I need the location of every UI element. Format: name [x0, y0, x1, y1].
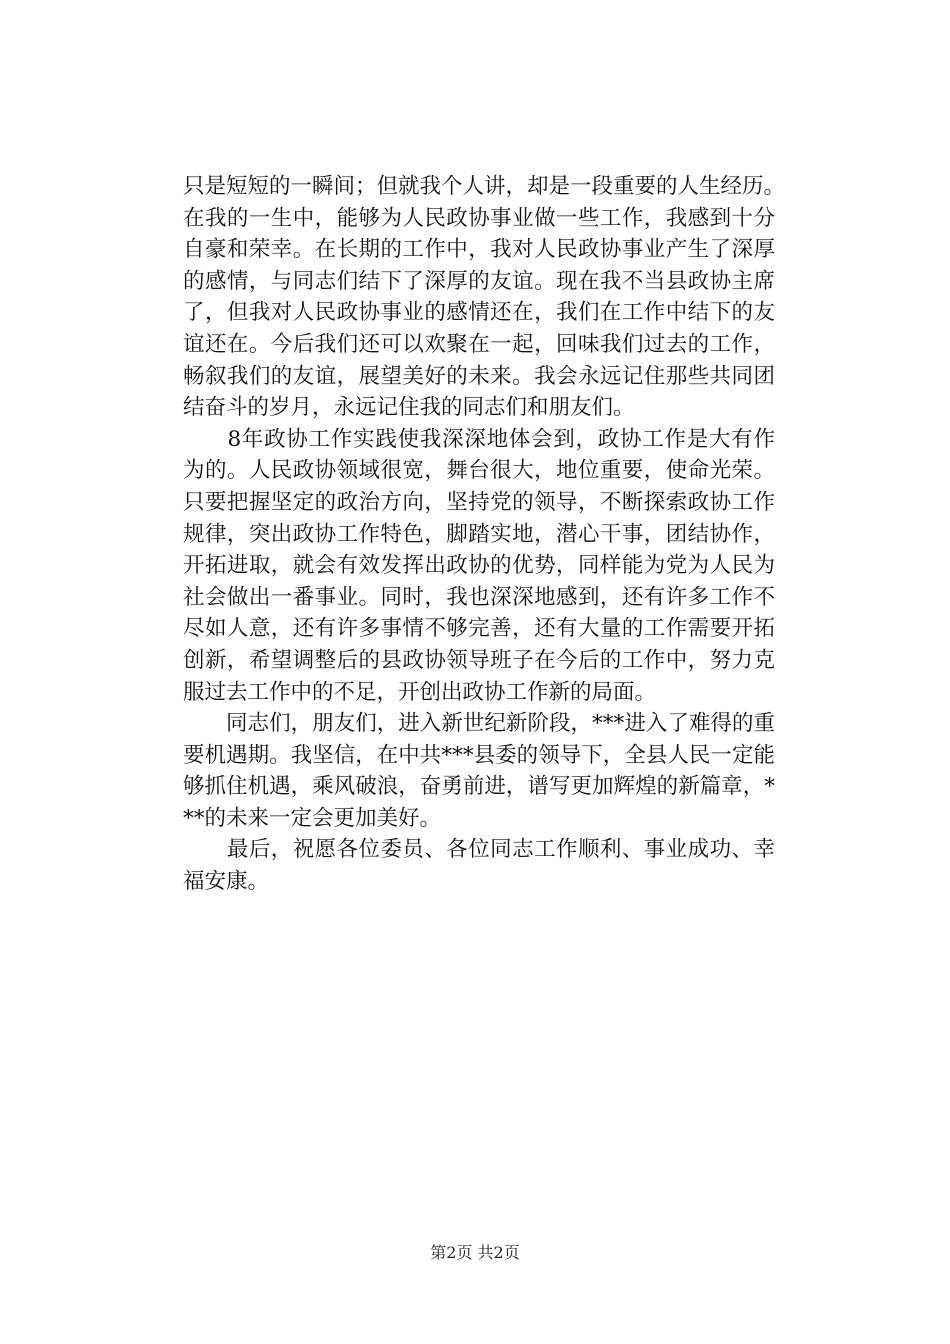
text-line: 8年政协工作实践使我深深地体会到，政协工作是大有作 — [183, 426, 775, 452]
text-line: 够抓住机遇，乘风破浪，奋勇前进，谱写更加辉煌的新篇章，* — [183, 774, 775, 800]
text-line: 的感情，与同志们结下了深厚的友谊。现在我不当县政协主席 — [183, 268, 775, 294]
text-line: 了，但我对人民政协事业的感情还在，我们在工作中结下的友 — [183, 300, 775, 326]
paragraph-4 — [183, 834, 775, 897]
text-line: 尽如人意，还有许多事情不够完善，还有大量的工作需要开拓 — [183, 616, 775, 642]
text-line: 福安康。 — [183, 869, 270, 895]
text-line: 社会做出一番事业。同时，我也深深地感到，还有许多工作不 — [183, 584, 775, 610]
text-line: 服过去工作中的不足，开创出政协工作新的局面。 — [183, 679, 657, 705]
text-line: 最后，祝愿各位委员、各位同志工作顺利、事业成功、幸 — [183, 837, 775, 863]
text-line: 在我的一生中，能够为人民政协事业做一些工作，我感到十分 — [183, 205, 775, 231]
text-line: 创新，希望调整后的县政协领导班子在今后的工作中，努力克 — [183, 647, 775, 673]
text-line: 谊还在。今后我们还可以欢聚在一起，回味我们过去的工作， — [183, 331, 775, 357]
text-line: 为的。人民政协领域很宽，舞台很大，地位重要，使命光荣。 — [183, 458, 775, 484]
document-body — [183, 171, 786, 898]
page-number-footer: 第2页 共2页 — [430, 1243, 520, 1262]
text-line: 只是短短的一瞬间；但就我个人讲，却是一段重要的人生经历。 — [183, 174, 786, 199]
text-line: 同志们，朋友们，进入新世纪新阶段，***进入了难得的重 — [183, 711, 775, 737]
text-line: 自豪和荣幸。在长期的工作中，我对人民政协事业产生了深厚 — [183, 237, 775, 263]
paragraph-2 — [183, 424, 775, 708]
text-line: 结奋斗的岁月，永远记住我的同志们和朋友们。 — [183, 395, 635, 421]
text-line: **的未来一定会更加美好。 — [183, 805, 442, 831]
text-line: 开拓进取，就会有效发挥出政协的优势，同样能为党为人民为 — [183, 553, 775, 579]
paragraph-1 — [183, 171, 786, 424]
text-line: 畅叙我们的友谊，展望美好的未来。我会永远记住那些共同团 — [183, 363, 775, 389]
text-line: 只要把握坚定的政治方向，坚持党的领导，不断探索政协工作 — [183, 489, 775, 515]
text-line: 规律，突出政协工作特色，脚踏实地，潜心干事，团结协作， — [183, 521, 775, 547]
text-line: 要机遇期。我坚信，在中共***县委的领导下，全县人民一定能 — [183, 742, 775, 768]
paragraph-3 — [183, 708, 775, 834]
